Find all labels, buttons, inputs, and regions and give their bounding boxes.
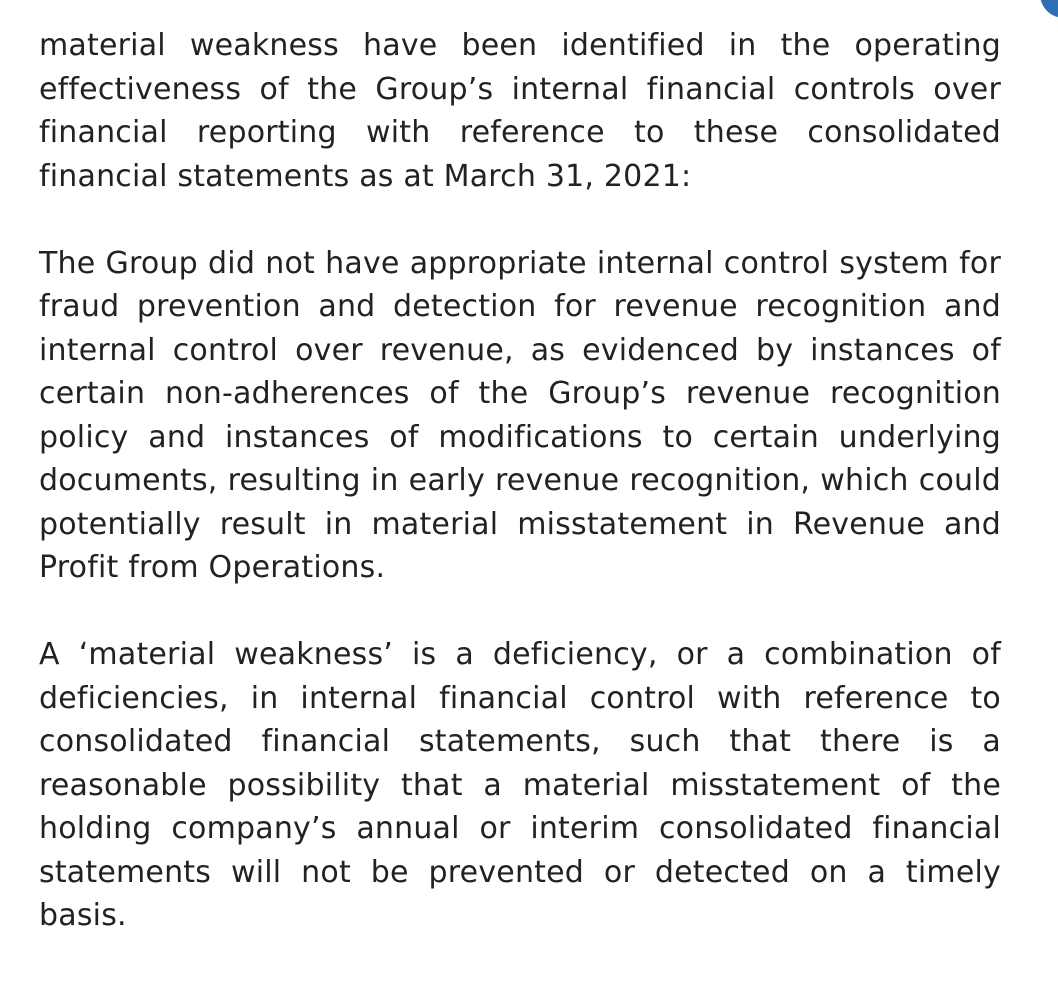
- paragraph-revenue-control-finding: The Group did not have appropriate internal control system for fraud prevention and detection for revenue recognition and internal control over revenue, as evidenced by instances of certain non-adherences of the Group’s revenue recognition policy and instances of modifications to certain underlying documents, resulting in early revenue recognition, which could potentially result in material misstatement in Revenue and Profit from Operations.: [39, 245, 1001, 585]
- document-body: [39, 24, 1001, 938]
- corner-accent: [1040, 0, 1058, 18]
- paragraph-material-weakness-definition: A ‘material weakness’ is a deficiency, or a combination of deficiencies, in internal financial control with reference to consolidated financial statements, such that there is a reasonable possibility that a material misstatement of the holding company’s annual or interim consolidated financial statements will not be prevented or detected on a timely basis.: [39, 637, 1001, 933]
- paragraph-material-weakness-intro: material weakness have been identified in the operating effectiveness of the Group’s internal financial controls over financial reporting with reference to these consolidated financial statements as at March 31, 2021:: [39, 28, 1001, 194]
